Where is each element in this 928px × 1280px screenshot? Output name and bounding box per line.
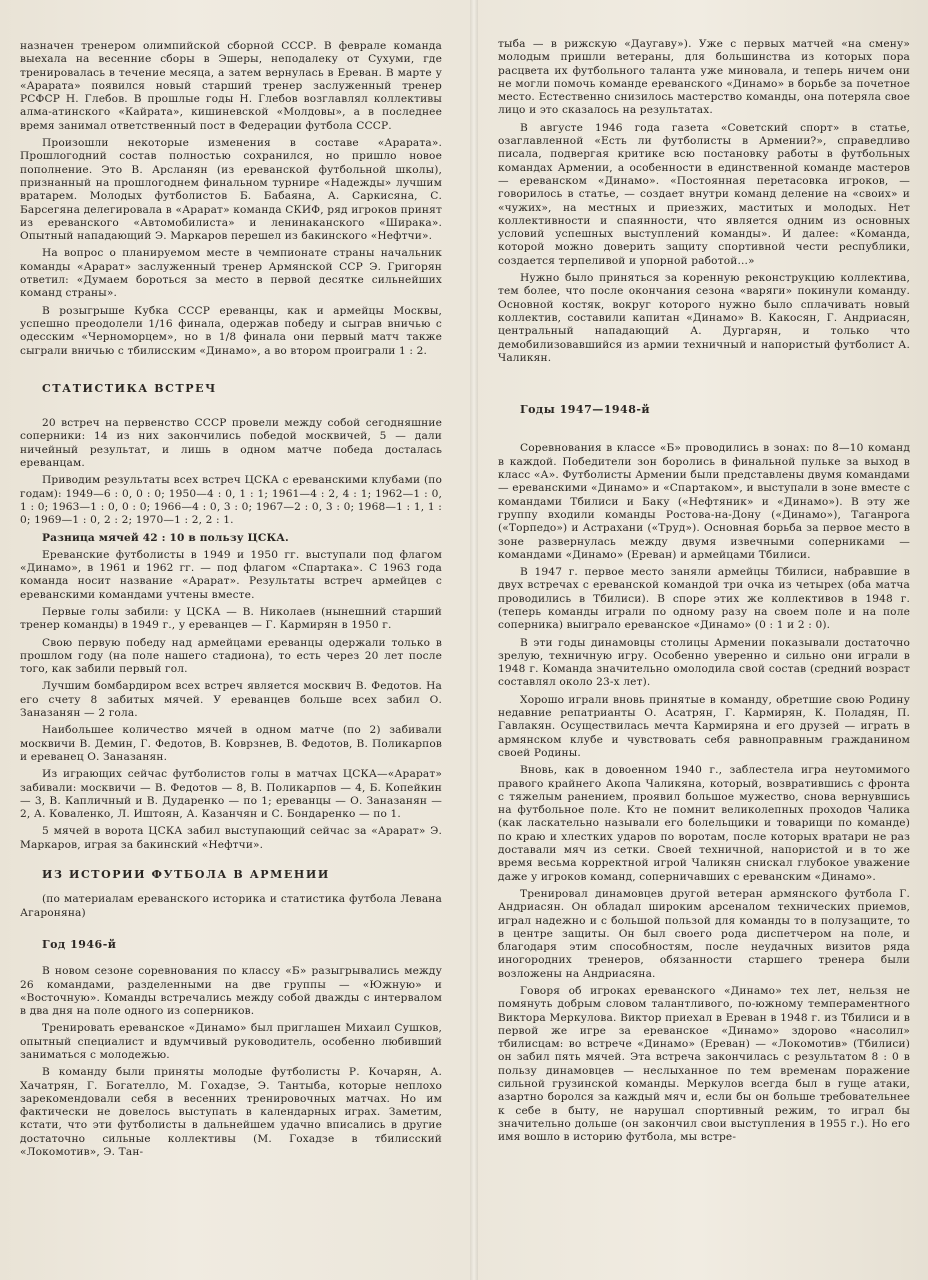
fold-crease	[470, 0, 478, 1280]
section-heading-history: ИЗ ИСТОРИИ ФУТБОЛА В АРМЕНИИ	[42, 868, 330, 882]
paragraph: Хорошо играли вновь принятые в команду, обретшие свою Родину недавние репатрианты О. Асатрян, Г. Кармирян, К. Поладян, П. Гавлакян. Осуществилась мечта Кармиряна и его друзей — играть в армянском клубе и чувствовать себя равноправным гражданином своей Родины.	[498, 693, 910, 759]
paragraph: 5 мячей в ворота ЦСКА забил выступающий сейчас за «Арарат» Э. Маркаров, играя за бакинский «Нефтчи».	[20, 825, 442, 851]
paragraph: В эти годы динамовцы столицы Армении показывали достаточно зрелую, техничную игру. Особенно уверенно и сильно они играли в 1948 г. Команда значительно омолодила свой состав (средний возраст составлял около 23-х лет).	[498, 636, 910, 689]
paragraph: В 1947 г. первое место заняли армейцы Тбилиси, набравшие в двух встречах с ереванской командой три очка из четырех (оба матча проводились в Тбилиси). В споре этих же коллективов в 1948 г. (теперь команды играли по одному разу на своем поле и на поле соперника) выиграло ереванское «Динамо» (0 : 1 и 2 : 0).	[498, 566, 910, 632]
paragraph: Первые голы забили: у ЦСКА — В. Николаев (нынешний старший тренер команды) в 1949 г., у ереванцев — Г. Кармирян в 1950 г.	[20, 605, 442, 632]
subsection-heading-1946: Год 1946-й	[42, 937, 117, 951]
paragraph: На вопрос о планируемом месте в чемпионате страны начальник команды «Арарат» заслуженный тренер Армянской ССР Э. Григорян ответил: «Думаем бороться за место в первой десятке сильнейших команд страны».	[20, 247, 442, 300]
paragraph: Вновь, как в довоенном 1940 г., заблестела игра неутомимого правого крайнего Акопа Чаликяна, который, возвратившись с фронта с тяжелым ранением, проявил большое мужество, снова вернувшись на футбольное поле. Кто не помнит великолепных проходов Чалика (как ласкательно называли его болельщики и товарищи по команде) по краю и хлестких ударов по воротам, после которых вратари не раз доставали мяч из сетки. Своей техничной, напористой и в то же время весьма корректной игрой Чаликян снискал глубокое уважение даже у игроков команд, соперничавших с ереванским «Динамо».	[498, 764, 910, 883]
subsection-heading-1947: Годы 1947—1948-й	[520, 403, 651, 417]
paragraph: Из играющих сейчас футболистов голы в матчах ЦСКА—«Арарат» забивали: москвичи — В. Федотов — 8, В. Поликарпов — 4, Б. Копейкин — 3, В. Капличный и В. Дударенко — по 1; ереванцы — О. Заназанян — 2, А. Коваленко, Л. Иштоян, А. Казанчян и С. Бондаренко — по 1.	[20, 768, 442, 821]
paragraph: Говоря об игроках ереванского «Динамо» тех лет, нельзя не помянуть добрым словом талантливого, по-южному темпераментного Виктора Меркулова. Виктор приехал в Ереван в 1948 г. из Тбилиси и в первой же игре за ереванское «Динамо» здорово «насолил» тбилисцам: во встрече «Динамо» (Ереван) — «Локомотив» (Тбилиси) он забил пять мячей. Эта встреча закончилась с результатом 8 : 0 в пользу динамовцев — неслыханное по тем временам поражение сильной грузинской команды. Меркулов всегда был в гуще атаки, азартно боролся за каждый мяч и, если бы он больше требовательнее к себе в быту, не нарушал спортивный режим, то играл бы значительно дольше (он закончил свои выступления в 1955 г.). Но его имя вошло в историю футбола, мы встре-	[498, 985, 910, 1144]
paragraph: Произошли некоторые изменения в составе «Арарата». Прошлогодний состав полностью сохранился, но пришло новое пополнение. Это В. Арсланян (из ереванской футбольной школы), признанный на прошлогоднем финальном турнире «Надежды» лучшим вратарем. Молодых футболистов Б. Бабаяна, А. Саркисяна, С. Барсегяна делегировала в «Арарат» команда СКИФ, ряд игроков принят из ереванского «Автомобилиста» и ленинаканского «Ширака». Опытный нападающий Э. Маркаров перешел из бакинского «Нефтчи».	[20, 137, 442, 243]
paragraph: Ереванские футболисты в 1949 и 1950 гг. выступали под флагом «Динамо», в 1961 и 1962 гг. — под флагом «Спартака». С 1963 года команда носит название «Арарат». Результаты встреч армейцев с ереванскими командами учтены вместе.	[20, 548, 442, 601]
section-heading-stats: СТАТИСТИКА ВСТРЕЧ	[42, 381, 217, 395]
paragraph: Приводим результаты всех встреч ЦСКА с ереванскими клубами (по годам): 1949—6 : 0, 0 : 0; 1950—4 : 0, 1 : 1; 1961—4 : 2, 4 : 1; 1962—1 : 0, 1 : 0; 1963—1 : 0, 0 : 0; 1966—4 : 0, 3 : 0; 1967—2 : 0, 3 : 0; 1968—1 : 1, 1 : 0; 1969—1 : 0, 2 : 2; 1970—1 : 2, 2 : 1.	[20, 474, 442, 527]
paragraph: В розыгрыше Кубка СССР ереванцы, как и армейцы Москвы, успешно преодолели 1/16 финала, одержав победу и сыграв вничью с одесским «Черноморцем», но в 1/8 финала они первый матч также сыграли вничью с тбилисским «Динамо», а во втором проиграли 1 : 2.	[20, 304, 442, 357]
paragraph: В команду были приняты молодые футболисты Р. Кочарян, А. Хачатрян, Г. Богателло, М. Гохадзе, Э. Тантыба, которые неплохо зарекомендовали себя в весенних тренировочных матчах. Но им фактически не довелось выступать в календарных играх. Заметим, кстати, что эти футболисты в дальнейшем удачно вписались в другие достаточно сильные коллективы (М. Гохадзе в тбилисский «Локомотив», Э. Тан-	[20, 1066, 442, 1159]
paragraph: 20 встреч на первенство СССР провели между собой сегодняшние соперники: 14 из них закончились победой москвичей, 5 — дали ничейный результат, и лишь в одном матче победа досталась ереванцам.	[20, 417, 442, 470]
right-column	[498, 38, 910, 1270]
paragraph: Свою первую победу над армейцами ереванцы одержали только в прошлом году (на поле нашего стадиона), то есть через 20 лет после того, как забили первый гол.	[20, 636, 442, 676]
paragraph: Наибольшее количество мячей в одном матче (по 2) забивали москвичи В. Демин, Г. Федотов, В. Коврзнев, В. Федотов, В. Поликарпов и ереванец О. Заназанян.	[20, 724, 442, 763]
left-column	[20, 40, 442, 1270]
paragraph: Соревнования в классе «Б» проводились в зонах: по 8—10 команд в каждой. Победители зон боролись в финальной пульке за выход в класс «А». Футболисты Армении были представлены двумя командами — ереванскими «Динамо» и «Спартаком», и выступали в зоне вместе с командами Тбилиси и Баку («Нефтяник» и «Динамо»). В эту же группу входили команды Ростова-на-Дону («Динамо»), Таганрога («Торпедо») и Астрахани («Труд»). Основная борьба за первое место в зоне развернулась между двумя извечными соперниками — командами «Динамо» (Ереван) и армейцами Тбилиси.	[498, 442, 910, 561]
paragraph: назначен тренером олимпийской сборной СССР. В феврале команда выехала на весенние сборы в Эшеры, неподалеку от Сухуми, где тренировалась в течение месяца, а затем вернулась в Ереван. В марте у «Арарата» появился новый старший тренер заслуженный тренер РСФСР Н. Глебов. В прошлые годы Н. Глебов возглавлял коллективы алма-атинского «Кайрата», кишиневской «Молдовы», а в последнее время занимал ответственный пост в Федерации футбола СССР.	[20, 40, 442, 132]
paragraph: Тренировать ереванское «Динамо» был приглашен Михаил Сушков, опытный специалист и вдумчивый руководитель, особенно любивший заниматься с молодежью.	[20, 1022, 442, 1061]
paragraph: В августе 1946 года газета «Советский спорт» в статье, озаглавленной «Есть ли футболисты в Армении?», справедливо писала, подвергая критике всю постановку работы в футбольных командах Армении, а особенности в единственной команде мастеров — ереванском «Динамо». «Постоянная перетасовка игроков, — говорилось в статье, — создает внутри команд деление на «своих» и «чужих», на местных и приезжих, маститых и молодых. Нет коллективности и спаянности, что является одним из основных условий успешных выступлений команды». И далее: «Команда, которой можно доверить защиту спортивной чести республики, создается терпеливой и упорной работой...»	[498, 121, 910, 267]
paragraph: тыба — в рижскую «Даугаву»). Уже с первых матчей «на смену» молодым пришли ветераны, для большинства из которых пора расцвета их футбольного таланта уже миновала, и теперь ничем они не могли помочь команде ереванского «Динамо» в борьбе за почетное место. Естественно снизилось мастерство команды, она потеряла свое лицо и это сказалось на результатах.	[498, 38, 910, 117]
paragraph: Разница мячей 42 : 10 в пользу ЦСКА.	[42, 531, 289, 544]
paragraph: Тренировал динамовцев другой ветеран армянского футбола Г. Андриасян. Он обладал широким арсеналом технических приемов, играл надежно и с большой пользой для команды то в полузащите, то в центре защиты. Он был своего рода диспетчером на поле, и благодаря этим способностям, после неудачных визитов ряда иногородних тренеров, обязанности старшего тренера были возложены на Андриасяна.	[498, 887, 910, 980]
paragraph: Лучшим бомбардиром всех встреч является москвич В. Федотов. На его счету 8 забитых мячей. У ереванцев больше всех забил О. Заназанян — 2 гола.	[20, 680, 442, 720]
paragraph: Нужно было приняться за коренную реконструкцию коллектива, тем более, что после окончания сезона «варяги» покинули команду. Основной костяк, вокруг которого нужно было сплачивать новый коллектив, составили капитан «Динамо» В. Какосян, Г. Андриасян, центральный нападающий А. Дургарян, и только что демобилизовавшийся из армии техничный и напористый футболист А. Чаликян.	[498, 272, 910, 364]
paragraph: В новом сезоне соревнования по классу «Б» разыгрывались между 26 командами, разделенными на две группы — «Южную» и «Восточную». Команды встречались между собой дважды с интервалом в два дня на поле одного из соперников.	[20, 965, 442, 1018]
section-subtitle: (по материалам ереванского историка и статистика футбола Левана Агароняна)	[20, 893, 442, 919]
